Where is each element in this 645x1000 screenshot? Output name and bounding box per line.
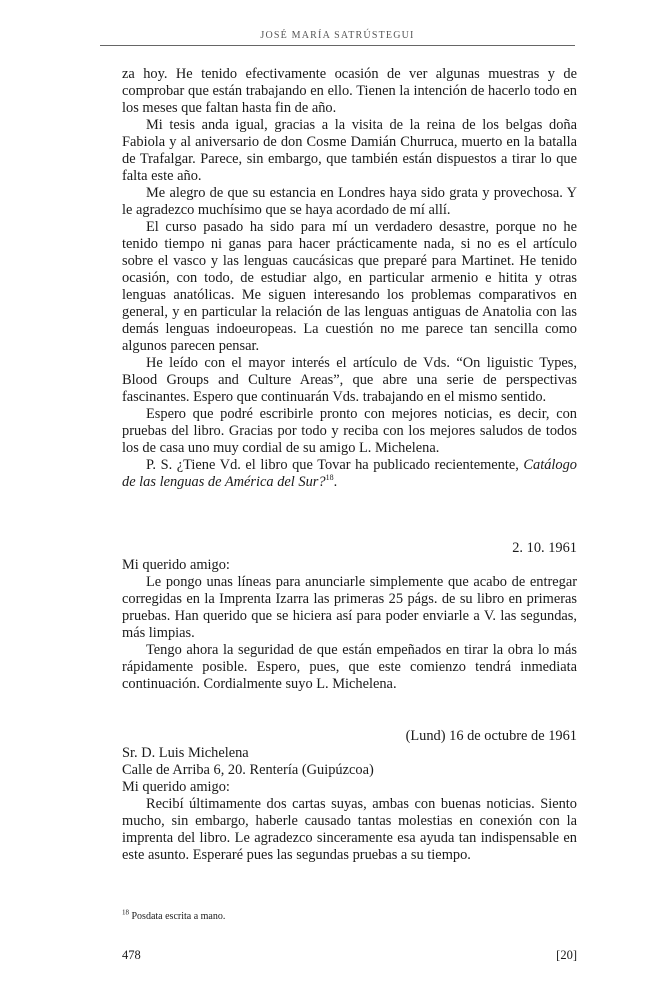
bracket-page-number: [20]: [556, 948, 577, 962]
postscript-end: .: [333, 474, 338, 490]
letter-date: (Lund) 16 de octubre de 1961: [405, 728, 577, 744]
addressee: Sr. D. Luis Michelena: [122, 745, 249, 761]
letter-date: 2. 10. 1961: [512, 540, 577, 556]
paragraph: Recibí últimamente dos cartas suyas, ambas con buenas noticias. Siento mucho, sin embargo, haberle causado tantas molestias en conexión con la imprenta del libro. Le agradezco sinceramente esa ayuda tan indispensable en este asunto. Esperaré pues las segundas pruebas a su tiempo.: [122, 796, 577, 863]
page-number: 478: [122, 948, 141, 962]
footnote: [122, 910, 577, 923]
footnote-text: Posdata escrita a mano.: [129, 911, 226, 922]
book-title: Catálogo de las lenguas de América del Sur?: [122, 457, 577, 490]
salutation: Mi querido amigo:: [122, 557, 230, 573]
paragraph: Mi tesis anda igual, gracias a la visita de la reina de los belgas doña Fabiola y al aniversario de don Cosme Damián Churruca, muerto en la batalla de Trafalgar. Parece, sin embargo, que también están dispuestos a tirar lo que falta este año.: [122, 117, 577, 184]
paragraph: Le pongo unas líneas para anunciarle simplemente que acabo de entregar corregidas en la Imprenta Izarra las primeras 25 págs. de su libro en primeras pruebas. Han querido que se hiciera así para poder enviarle a V. las segundas, más limpias.: [122, 574, 577, 641]
paragraph: Me alegro de que su estancia en Londres haya sido grata y provechosa. Y le agradezco muchísimo que se haya acordado de mí allí.: [122, 185, 577, 218]
postscript: [122, 457, 577, 491]
paragraph: za hoy. He tenido efectivamente ocasión de ver algunas muestras y de comprobar que están trabajando en ello. Tienen la intención de hacerlo todo en los meses que faltan hasta fin de año.: [122, 66, 577, 116]
paragraph: Espero que podré escribirle pronto con mejores noticias, es decir, con pruebas del libro. Gracias por todo y reciba con los mejores saludos de todos los de casa uno muy cordial de su amigo L. Michelena.: [122, 406, 577, 456]
running-header: JOSÉ MARÍA SATRÚSTEGUI: [100, 30, 575, 46]
paragraph: He leído con el mayor interés el artículo de Vds. “On liguistic Types, Blood Groups and Culture Areas”, que abre una serie de perspectivas fascinantes. Espero que continuarán Vds. trabajando en el mismo sentido.: [122, 355, 577, 405]
paragraph: El curso pasado ha sido para mí un verdadero desastre, porque no he tenido tiempo ni ganas para hacer prácticamente nada, si no es el artículo sobre el vasco y las lenguas caucásicas que preparé para Martinet. He tenido ocasión, con todo, de estudiar algo, en particular armenio e hitita y otras lenguas anatólicas. Me siguen interesando los problemas comparativos en general, y en particular la relación de las lenguas antiguas de Anatolia con las demás lenguas indoeuropeas. La cuestión no me parece tan sencilla como algunos parecen pensar.: [122, 219, 577, 354]
salutation: Mi querido amigo:: [122, 779, 230, 795]
letter-1961-10-02: [122, 540, 577, 693]
letter-1961-10-16: [122, 728, 577, 864]
address: Calle de Arriba 6, 20. Rentería (Guipúzcoa): [122, 762, 374, 778]
paragraph: Tengo ahora la seguridad de que están empeñados en tirar la obra lo más rápidamente posible. Espero, pues, que este comienzo tendrá inmediata continuación. Cordialmente suyo L. Michelena.: [122, 642, 577, 692]
footnote-reference[interactable]: 18: [325, 473, 334, 483]
letter-continuation: [122, 66, 577, 491]
footnote-number: 18: [122, 908, 129, 917]
postscript-text: P. S. ¿Tiene Vd. el libro que Tovar ha publicado recientemente,: [146, 457, 524, 473]
